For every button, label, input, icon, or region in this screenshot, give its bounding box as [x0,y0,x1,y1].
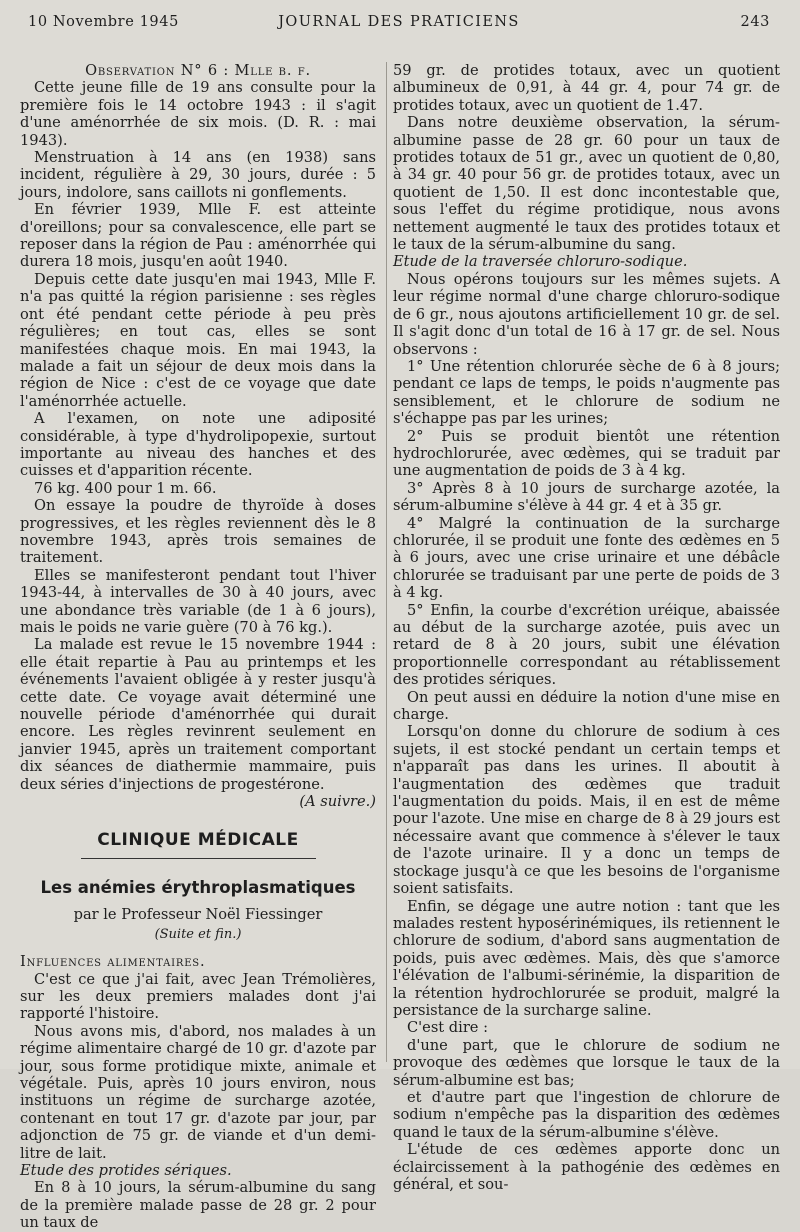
paragraph: 76 kg. 400 pour 1 m. 66. [34,479,217,497]
article-title: Les anémies érythroplasmatiques [40,877,356,897]
paragraph: Menstruation à 14 ans (en 1938) sans incident, régulière à 29, 30 jours, durée : 5 jours, indolore, sans caillots ni gonflements. [20,149,376,201]
article-byline: par le Professeur Noël Fiessinger [73,906,323,924]
paragraph: C'est ce que j'ai fait, avec Jean Trémolières, sur les deux premiers malades dont j'ai rapporté l'histoire. [20,970,376,1023]
subheading: Influences alimentaires. [20,953,206,971]
paragraph: 5° Enfin, la courbe d'excrétion uréique, abaissée au début de la surcharge azotée, puis avec un retard de 8 à 20 jours, subit une élévation proportionnelle correspondant au rétablissement des protides sériques. [393,601,780,689]
paragraph: Elles se manifesteront pendant tout l'hiver 1943-44, à intervalles de 30 à 40 jours, avec une abondance très variable (de 1 à 6 jours), mais le poids ne varie guère (70 à 76 kg.). [20,566,376,636]
observation-heading: Observation N° 6 : Mlle b. f. [85,62,311,79]
subheading: Etude des protides sériques. [20,1161,232,1179]
column-divider [386,62,387,1062]
paragraph: En 8 à 10 jours, la sérum-albumine du sang de la première malade passe de 28 gr. 2 pour un taux de [20,1179,376,1232]
paragraph: 1° Une rétention chlorurée sèche de 6 à 8 jours; pendant ce laps de temps, le poids n'augmente pas sensiblement, et le chlorure de sodium ne s'échappe pas par les urines; [393,357,780,428]
suite-note: (Suite et fin.) [154,926,242,942]
paragraph: La malade est revue le 15 novembre 1944 : elle était repartie à Pau au printemps et les événements l'avaient obligée à y rester jusqu'à cette date. Ce voyage avait déterminé une nouvelle période d'aménorrhée qui durait encore. Les règles revinrent seulement en janvier 1945, après un traitement comportant dix séances de diathermie mammaire, puis deux séries d'injections de progestérone. [20,636,376,793]
paragraph: d'une part, que le chlorure de sodium ne provoque des œdèmes que lorsque le taux de la sérum-albumine est bas; [393,1036,780,1089]
paragraph: Depuis cette date jusqu'en mai 1943, Mlle F. n'a pas quitté la région parisienne : ses règles ont été pendant cette période à peu près régulières; en tout cas, elles se sont manifestées chaque mois. En mai 1943, la malade a fait un séjour de deux mois dans la région de Nice : c'est de ce voyage que date l'aménorrhée actuelle. [20,270,376,410]
paragraph: L'étude de ces œdèmes apporte donc un éclaircissement à la pathogénie des œdèmes en général, et sou- [393,1141,780,1193]
section-title: CLINIQUE MÉDICALE [97,830,299,851]
paragraph: 4° Malgré la continuation de la surcharge chlorurée, il se produit une fonte des œdèmes en 5 à 6 jours, avec une crise urinaire et une débâcle chlorurée se traduisant par une perte de poids de 3 à 4 kg. [393,514,780,602]
paragraph: Enfin, se dégage une autre notion : tant que les malades restent hyposérinémiques, ils retiennent le chlorure de sodium, d'abord sans augmentation de poids, puis avec œdèmes. Mais, dès que s'amorce l'élévation de l'albumi-sérinémie, la disparition de la rétention hydrochlorurée se produit, malgré la persistance de la surcharge saline. [393,897,780,1019]
paragraph: 2° Puis se produit bientôt une rétention hydrochlorurée, avec œdèmes, qui se traduit par une augmentation de poids de 3 à 4 kg. [393,427,780,480]
paragraph: C'est dire : [407,1019,488,1037]
paragraph: On peut aussi en déduire la notion d'une mise en charge. [393,688,780,724]
paragraph: et d'autre part que l'ingestion de chlorure de sodium n'empêche pas la disparition des œdèmes quand le taux de la sérum-albumine s'élève. [393,1088,780,1141]
paragraph: On essaye la poudre de thyroïde à doses progressives, et les règles reviennent dès le 8 novembre 1943, après trois semaines de traitement. [20,497,376,567]
journal-title: JOURNAL DES PRATICIENS [278,14,520,30]
left-column [20,62,376,1232]
paragraph: 3° Après 8 à 10 jours de surcharge azotée, la sérum-albumine s'élève à 44 gr. 4 et à 35 gr. [393,479,780,515]
right-column [393,62,780,1193]
issue-date: 10 Novembre 1945 [28,14,179,30]
paragraph: Dans notre deuxième observation, la sérum-albumine passe de 28 gr. 60 pour un taux de protides totaux de 51 gr., avec un quotient de 0,80, à 34 gr. 40 pour 56 gr. de protides totaux, avec un quotient de 1,50. Il est donc incontestable que, sous l'effet du régime protidique, nous avons nettement augmenté le taux des protides totaux et le taux de la sérum-albumine du sang. [393,114,780,254]
paragraph: Lorsqu'on donne du chlorure de sodium à ces sujets, il est stocké pendant un certain temps et n'apparaît pas dans les urines. Il aboutit à l'augmentation des œdèmes que traduit l'augmentation du poids. Mais, il en est de même pour l'azote. Une mise en charge de 8 à 29 jours est nécessaire avant que commence à s'élever le taux de l'azote urinaire. Il y a donc un temps de stockage jusqu'à ce que les besoins de l'organisme soient satisfaits. [393,723,780,898]
paragraph: A l'examen, on note une adiposité considérable, à type d'hydrolipopexie, surtout importante au niveau des hanches et des cuisses et d'apparition récente. [20,410,376,480]
paragraph: Nous avons mis, d'abord, nos malades à un régime alimentaire chargé de 10 gr. d'azote par jour, sous forme protidique mixte, animale et végétale. Puis, après 10 jours environ, nous instituons un régime de surcharge azotée, contenant en tout 17 gr. d'azote par jour, par adjonction de 75 gr. de viande et d'un demi-litre de lait. [20,1022,376,1162]
a-suivre-note: (A suivre.) [299,793,376,811]
paragraph: Nous opérons toujours sur les mêmes sujets. A leur régime normal d'une charge chloruro-sodique de 6 gr., nous ajoutons artificiellement 10 gr. de sel. Il s'agit donc d'un total de 16 à 17 gr. de sel. Nous observons : [393,270,780,358]
paragraph: 59 gr. de protides totaux, avec un quotient albumineux de 0,91, à 44 gr. 4, pour 74 gr. de protides totaux, avec un quotient de 1.47. [393,62,780,114]
section-rule [81,858,316,859]
paragraph: Cette jeune fille de 19 ans consulte pour la première fois le 14 octobre 1943 : il s'agit d'une aménorrhée de six mois. (D. R. : mai 1943). [20,79,376,149]
page-header [28,14,770,40]
paragraph: En février 1939, Mlle F. est atteinte d'oreillons; pour sa convalescence, elle part se reposer dans la région de Pau : aménorrhée qui durera 18 mois, jusqu'en août 1940. [20,201,376,271]
page-number: 243 [740,14,770,30]
subheading: Etude de la traversée chloruro-sodique. [393,253,688,271]
